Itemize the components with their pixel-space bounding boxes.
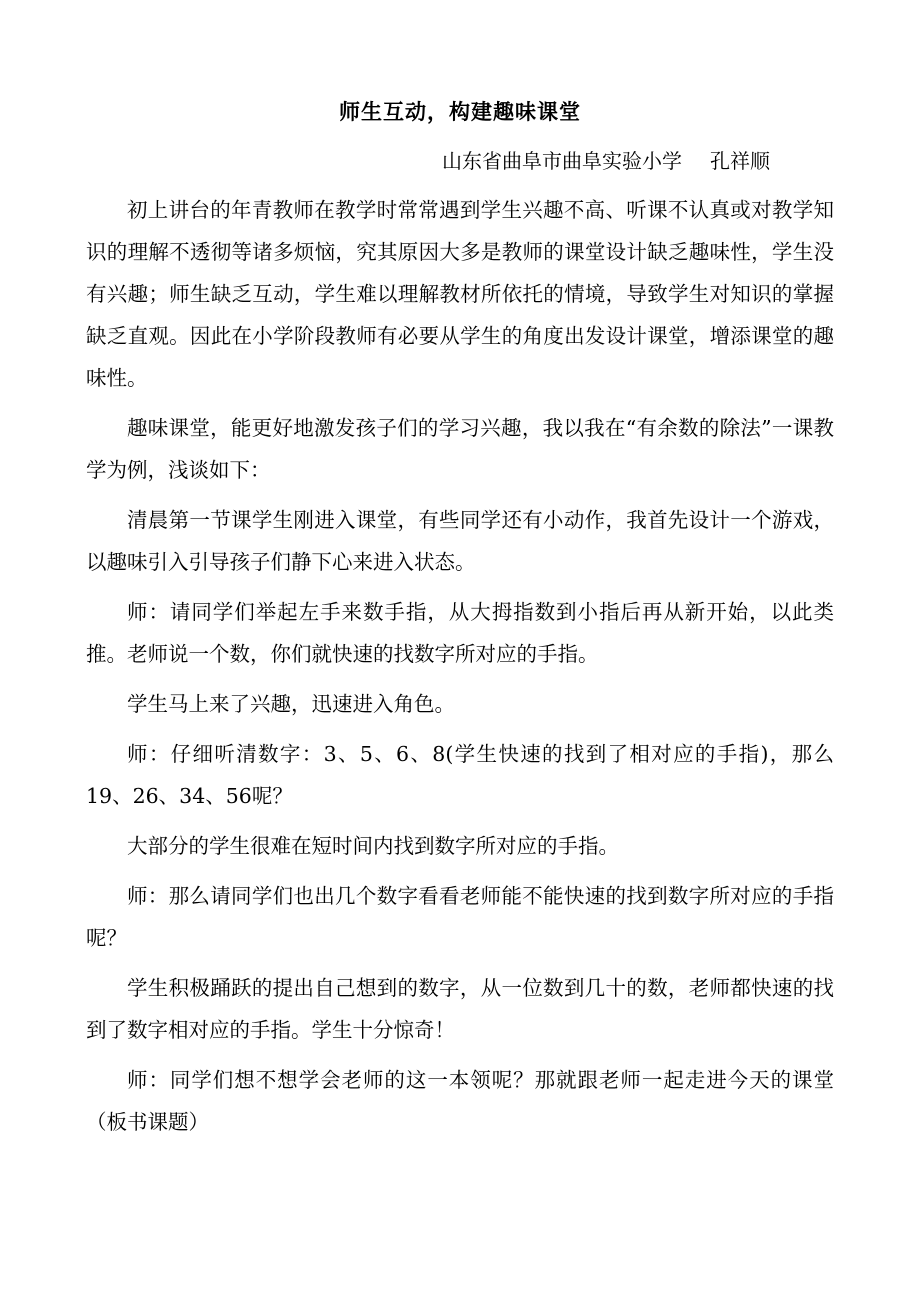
paragraph: 师：请同学们举起左手来数手指，从大拇指数到小指后再从新开始，以此类推。老师说一个数，你们就快速的找数字所对应的手指。 (86, 600, 834, 666)
author-byline (442, 146, 770, 176)
paragraph: 清晨第一节课学生刚进入课堂，有些同学还有小动作，我首先设计一个游戏，以趣味引入引导孩子们静下心来进入状态。 (86, 508, 834, 574)
school-name: 山东省曲阜市曲阜实验小学 (442, 149, 682, 173)
paragraph: 师：仔细听清数字：3、5、6、8(学生快速的找到了相对应的手指)，那么19、26、34、56呢？ (86, 742, 834, 808)
paragraph: 师：那么请同学们也出几个数字看看老师能不能快速的找到数字所对应的手指呢？ (86, 884, 834, 950)
paragraph: 大部分的学生很难在短时间内找到数字所对应的手指。 (127, 834, 619, 858)
author-name: 孔祥顺 (710, 149, 770, 173)
paragraph: 学生积极踊跃的提出自己想到的数字，从一位数到几十的数，老师都快速的找到了数字相对应的手指。学生十分惊奇！ (86, 976, 834, 1042)
paragraph: 学生马上来了兴趣，迅速进入角色。 (127, 692, 455, 716)
paragraph: 初上讲台的年青教师在教学时常常遇到学生兴趣不高、听课不认真或对教学知识的理解不透彻等诸多烦恼，究其原因大多是教师的课堂设计缺乏趣味性，学生没有兴趣；师生缺乏互动，学生难以理解教材所依托的情境，导致学生对知识的掌握缺乏直观。因此在小学阶段教师有必要从学生的角度出发设计课堂，增添课堂的趣味性。 (86, 198, 834, 390)
paragraph: 师：同学们想不想学会老师的这一本领呢？那就跟老师一起走进今天的课堂（板书课题） (86, 1068, 834, 1134)
document-body (86, 189, 834, 1151)
paragraph: 趣味课堂，能更好地激发孩子们的学习兴趣，我以我在“有余数的除法”一课教学为例，浅谈如下： (86, 416, 834, 482)
document-title: 师生互动，构建趣味课堂 (339, 100, 581, 124)
